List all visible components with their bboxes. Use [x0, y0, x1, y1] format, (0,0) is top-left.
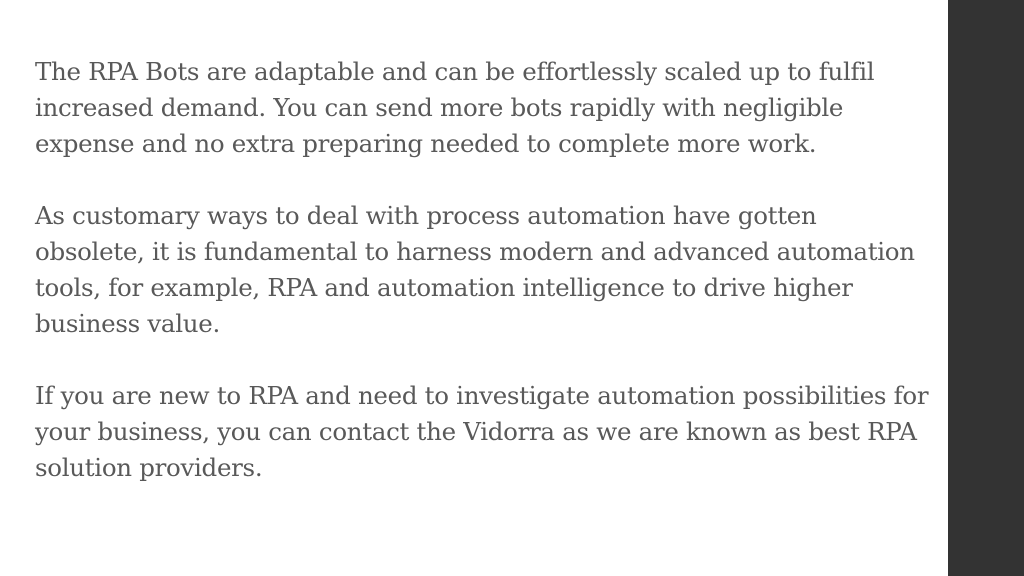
paragraph-contact: If you are new to RPA and need to investigate automation possibilities for your business, you can contact the Vidorra as we are known as best RPA solution providers. [35, 381, 929, 482]
paragraph-scalability: The RPA Bots are adaptable and can be effortlessly scaled up to fulfil increased demand. You can send more bots rapidly with negligible expense and no extra preparing needed to complete more work. [35, 57, 875, 158]
paragraph-automation-tools: As customary ways to deal with process automation have gotten obsolete, it is fundamental to harness modern and advanced automation tools, for example, RPA and automation intelligence to drive higher business value. [35, 201, 915, 338]
decorative-sidebar [948, 0, 1024, 576]
slide-body [35, 54, 930, 486]
